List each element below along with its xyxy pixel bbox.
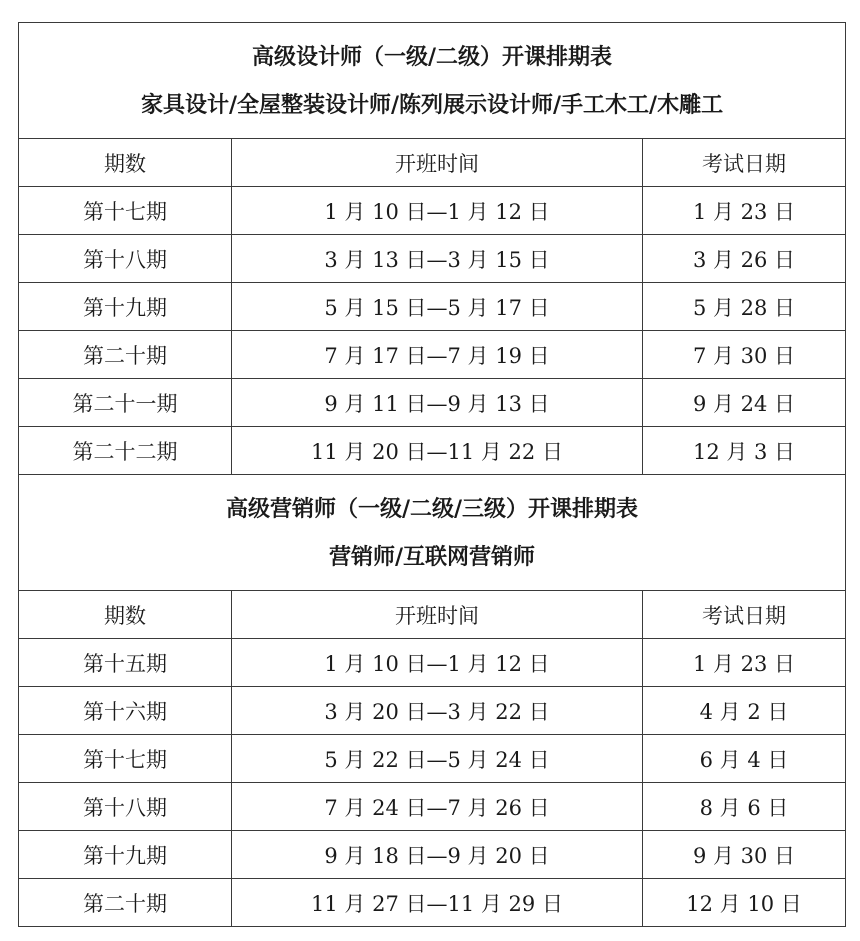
class-time-cell: 9 月 11 日—9 月 13 日 — [232, 379, 643, 427]
exam-date-cell: 3 月 26 日 — [643, 235, 846, 283]
table-row — [19, 735, 846, 783]
period-cell: 第十六期 — [19, 687, 232, 735]
period-cell: 第二十二期 — [19, 427, 232, 475]
table-row — [19, 879, 846, 927]
exam-date-cell: 7 月 30 日 — [643, 331, 846, 379]
column-header-class-time: 开班时间 — [232, 139, 643, 187]
period-cell: 第十七期 — [19, 735, 232, 783]
class-time-cell: 9 月 18 日—9 月 20 日 — [232, 831, 643, 879]
period-cell: 第二十期 — [19, 879, 232, 927]
class-time-cell: 3 月 13 日—3 月 15 日 — [232, 235, 643, 283]
exam-date-cell: 12 月 10 日 — [643, 879, 846, 927]
section-subtitle: 营销师/互联网营销师 — [328, 543, 536, 570]
section-header-designer — [19, 23, 846, 139]
table-row — [19, 235, 846, 283]
table-row — [19, 283, 846, 331]
class-time-cell: 11 月 20 日—11 月 22 日 — [232, 427, 643, 475]
table-row — [19, 331, 846, 379]
exam-date-cell: 1 月 23 日 — [643, 639, 846, 687]
exam-date-cell: 6 月 4 日 — [643, 735, 846, 783]
exam-date-cell: 12 月 3 日 — [643, 427, 846, 475]
column-header-exam-date: 考试日期 — [643, 591, 846, 639]
class-time-cell: 1 月 10 日—1 月 12 日 — [232, 639, 643, 687]
class-time-cell: 7 月 17 日—7 月 19 日 — [232, 331, 643, 379]
section-title: 高级设计师（一级/二级）开课排期表 — [251, 43, 613, 70]
class-time-cell: 7 月 24 日—7 月 26 日 — [232, 783, 643, 831]
table-row — [19, 783, 846, 831]
period-cell: 第十九期 — [19, 283, 232, 331]
column-header-row — [19, 139, 846, 187]
table-row — [19, 639, 846, 687]
table-row — [19, 427, 846, 475]
period-cell: 第十九期 — [19, 831, 232, 879]
column-header-period: 期数 — [19, 139, 232, 187]
exam-date-cell: 1 月 23 日 — [643, 187, 846, 235]
schedule-table — [18, 22, 846, 927]
table-row — [19, 379, 846, 427]
exam-date-cell: 4 月 2 日 — [643, 687, 846, 735]
column-header-period: 期数 — [19, 591, 232, 639]
table-row — [19, 831, 846, 879]
class-time-cell: 1 月 10 日—1 月 12 日 — [232, 187, 643, 235]
table-row — [19, 687, 846, 735]
class-time-cell: 5 月 15 日—5 月 17 日 — [232, 283, 643, 331]
period-cell: 第二十一期 — [19, 379, 232, 427]
period-cell: 第十八期 — [19, 783, 232, 831]
class-time-cell: 11 月 27 日—11 月 29 日 — [232, 879, 643, 927]
section-header-marketing — [19, 475, 846, 591]
period-cell: 第十五期 — [19, 639, 232, 687]
period-cell: 第十七期 — [19, 187, 232, 235]
table-row — [19, 187, 846, 235]
exam-date-cell: 5 月 28 日 — [643, 283, 846, 331]
period-cell: 第十八期 — [19, 235, 232, 283]
section-subtitle: 家具设计/全屋整装设计师/陈列展示设计师/手工木工/木雕工 — [140, 91, 724, 118]
class-time-cell: 3 月 20 日—3 月 22 日 — [232, 687, 643, 735]
section-header-row — [19, 23, 846, 139]
column-header-class-time: 开班时间 — [232, 591, 643, 639]
exam-date-cell: 8 月 6 日 — [643, 783, 846, 831]
column-header-exam-date: 考试日期 — [643, 139, 846, 187]
exam-date-cell: 9 月 24 日 — [643, 379, 846, 427]
section-title: 高级营销师（一级/二级/三级）开课排期表 — [225, 495, 639, 522]
period-cell: 第二十期 — [19, 331, 232, 379]
column-header-row — [19, 591, 846, 639]
exam-date-cell: 9 月 30 日 — [643, 831, 846, 879]
class-time-cell: 5 月 22 日—5 月 24 日 — [232, 735, 643, 783]
schedule-document — [18, 22, 845, 927]
section-header-row — [19, 475, 846, 591]
